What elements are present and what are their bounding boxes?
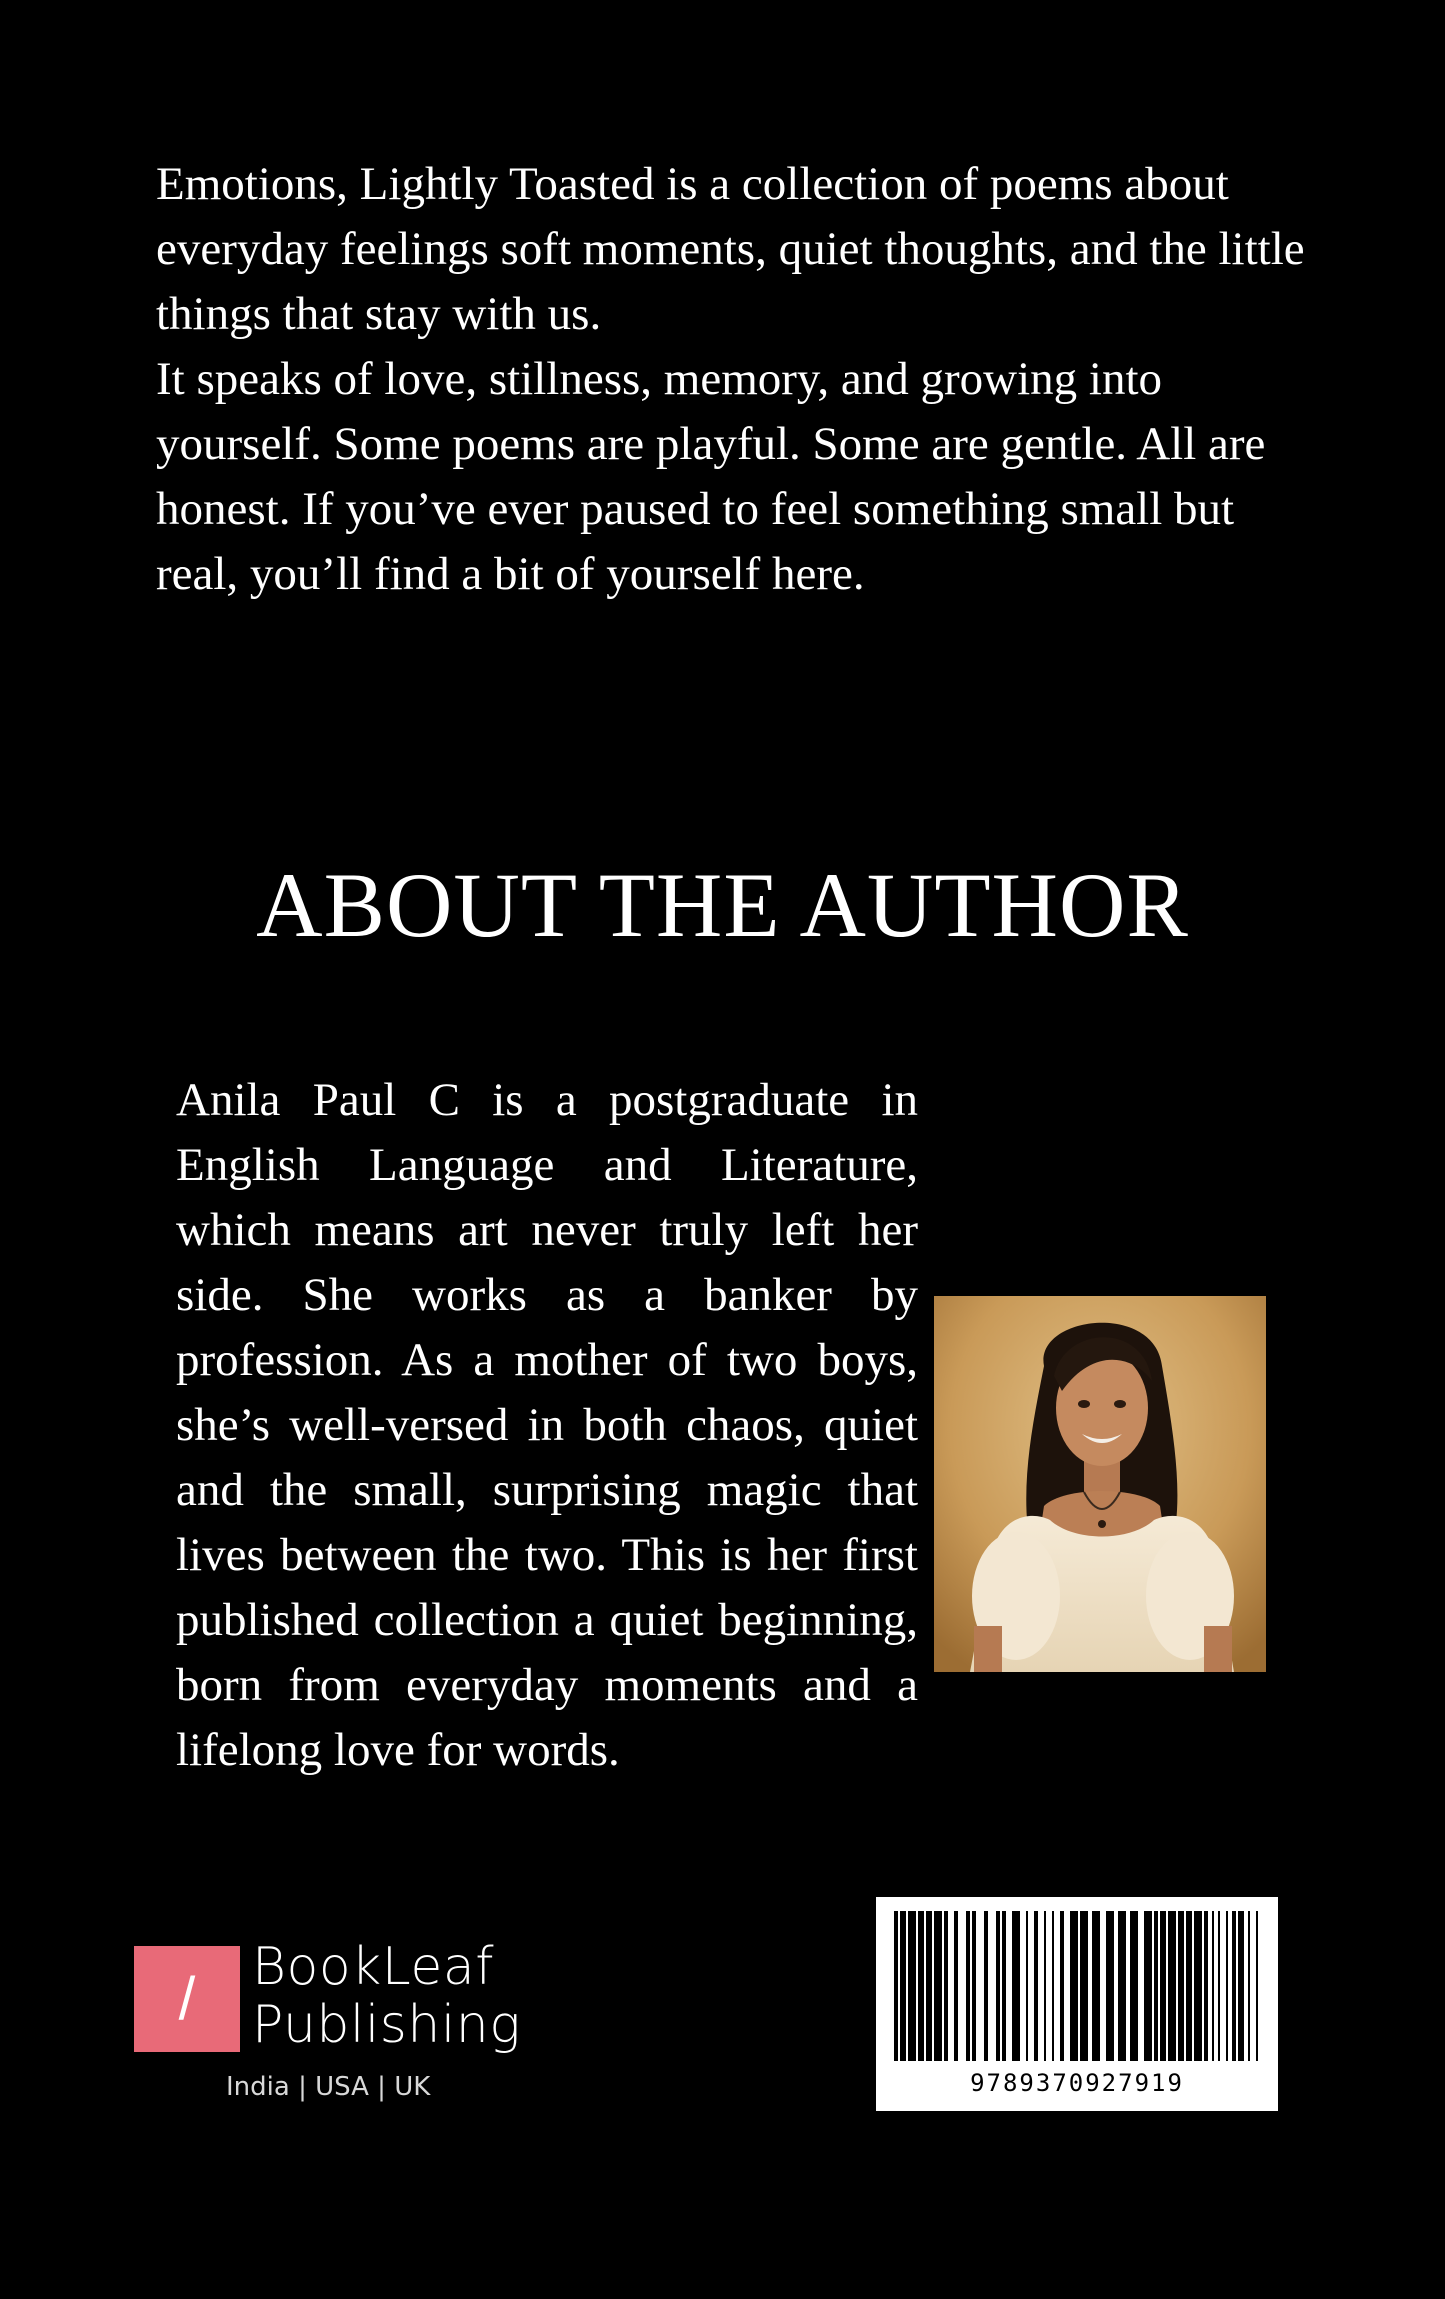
barcode-bar (1218, 1911, 1220, 2061)
barcode-bar (894, 1911, 898, 2061)
barcode-bar (1144, 1911, 1152, 2061)
publisher-name-line-1: BookLeaf (252, 1937, 495, 1997)
barcode-bar (1060, 1911, 1064, 2061)
barcode-bar (1248, 1911, 1250, 2061)
barcode-bar (1044, 1911, 1046, 2061)
publisher-name (252, 1938, 521, 2054)
publisher-logo (134, 1938, 554, 2108)
barcode-bar (1002, 1911, 1006, 2061)
barcode-bar (1226, 1911, 1228, 2061)
barcode-bar (996, 1911, 1000, 2061)
barcode-bar (1106, 1911, 1114, 2061)
author-bio: Anila Paul C is a postgraduate in English Language and Literature, which means art never truly left her side. She works as a banker by profession. As a mother of two boys, she’s well-versed in both chaos, quiet and the small, surprising magic that lives between the two. This is her first published collection a quiet beginning, born from everyday moments and a lifelong love for words. (176, 1074, 918, 1776)
barcode-bar (954, 1911, 958, 2061)
barcode-bar (1194, 1911, 1202, 2061)
barcode-bar (1012, 1911, 1020, 2061)
barcode-bar (1034, 1911, 1038, 2061)
barcode-bar (1212, 1911, 1214, 2061)
barcode-bar (1070, 1911, 1078, 2061)
barcode-bar (1186, 1911, 1192, 2061)
barcode-bar (900, 1911, 906, 2061)
barcode-bar (1256, 1911, 1258, 2061)
barcode-bar (1178, 1911, 1184, 2061)
barcode-bar (1204, 1911, 1208, 2061)
barcode-bar (1026, 1911, 1028, 2061)
publisher-mark (134, 1946, 240, 2052)
barcode-bar (1118, 1911, 1126, 2061)
isbn-number: 9789370927919 (970, 2069, 1184, 2097)
barcode-bar (972, 1911, 976, 2061)
barcode-bar (1092, 1911, 1100, 2061)
blurb-paragraph-1: Emotions, Lightly Toasted is a collection of poems about everyday feelings soft moments, quiet thoughts, and the little things that stay with us. (156, 158, 1305, 340)
author-photo (934, 1296, 1266, 1672)
barcode-bar (918, 1911, 924, 2061)
barcode-bar (1052, 1911, 1054, 2061)
about-author-heading: ABOUT THE AUTHOR (256, 854, 1189, 956)
back-cover-blurb (156, 152, 1316, 607)
barcode-bar (1160, 1911, 1166, 2061)
publisher-regions: India | USA | UK (226, 2072, 431, 2102)
barcode-bar (934, 1911, 942, 2061)
slash-glyph: / (178, 1965, 196, 2032)
publisher-name-line-2: Publishing (252, 1995, 521, 2055)
barcode-bar (944, 1911, 948, 2061)
barcode-bar (1154, 1911, 1158, 2061)
barcode-bar (1080, 1911, 1088, 2061)
barcode-bar (1232, 1911, 1236, 2061)
blurb-paragraph-2: It speaks of love, stillness, memory, and growing into yourself. Some poems are playful. Some are gentle. All are honest. If you’ve ever paused to feel something small but real, you’ll find a bit of yourself here. (156, 353, 1266, 600)
isbn-barcode (876, 1897, 1278, 2111)
barcode-bar (1238, 1911, 1244, 2061)
barcode-bar (984, 1911, 988, 2061)
barcode-bar (926, 1911, 932, 2061)
barcode-bar (1130, 1911, 1138, 2061)
barcode-bar (1168, 1911, 1176, 2061)
barcode-bar (908, 1911, 916, 2061)
barcode-bar (966, 1911, 970, 2061)
